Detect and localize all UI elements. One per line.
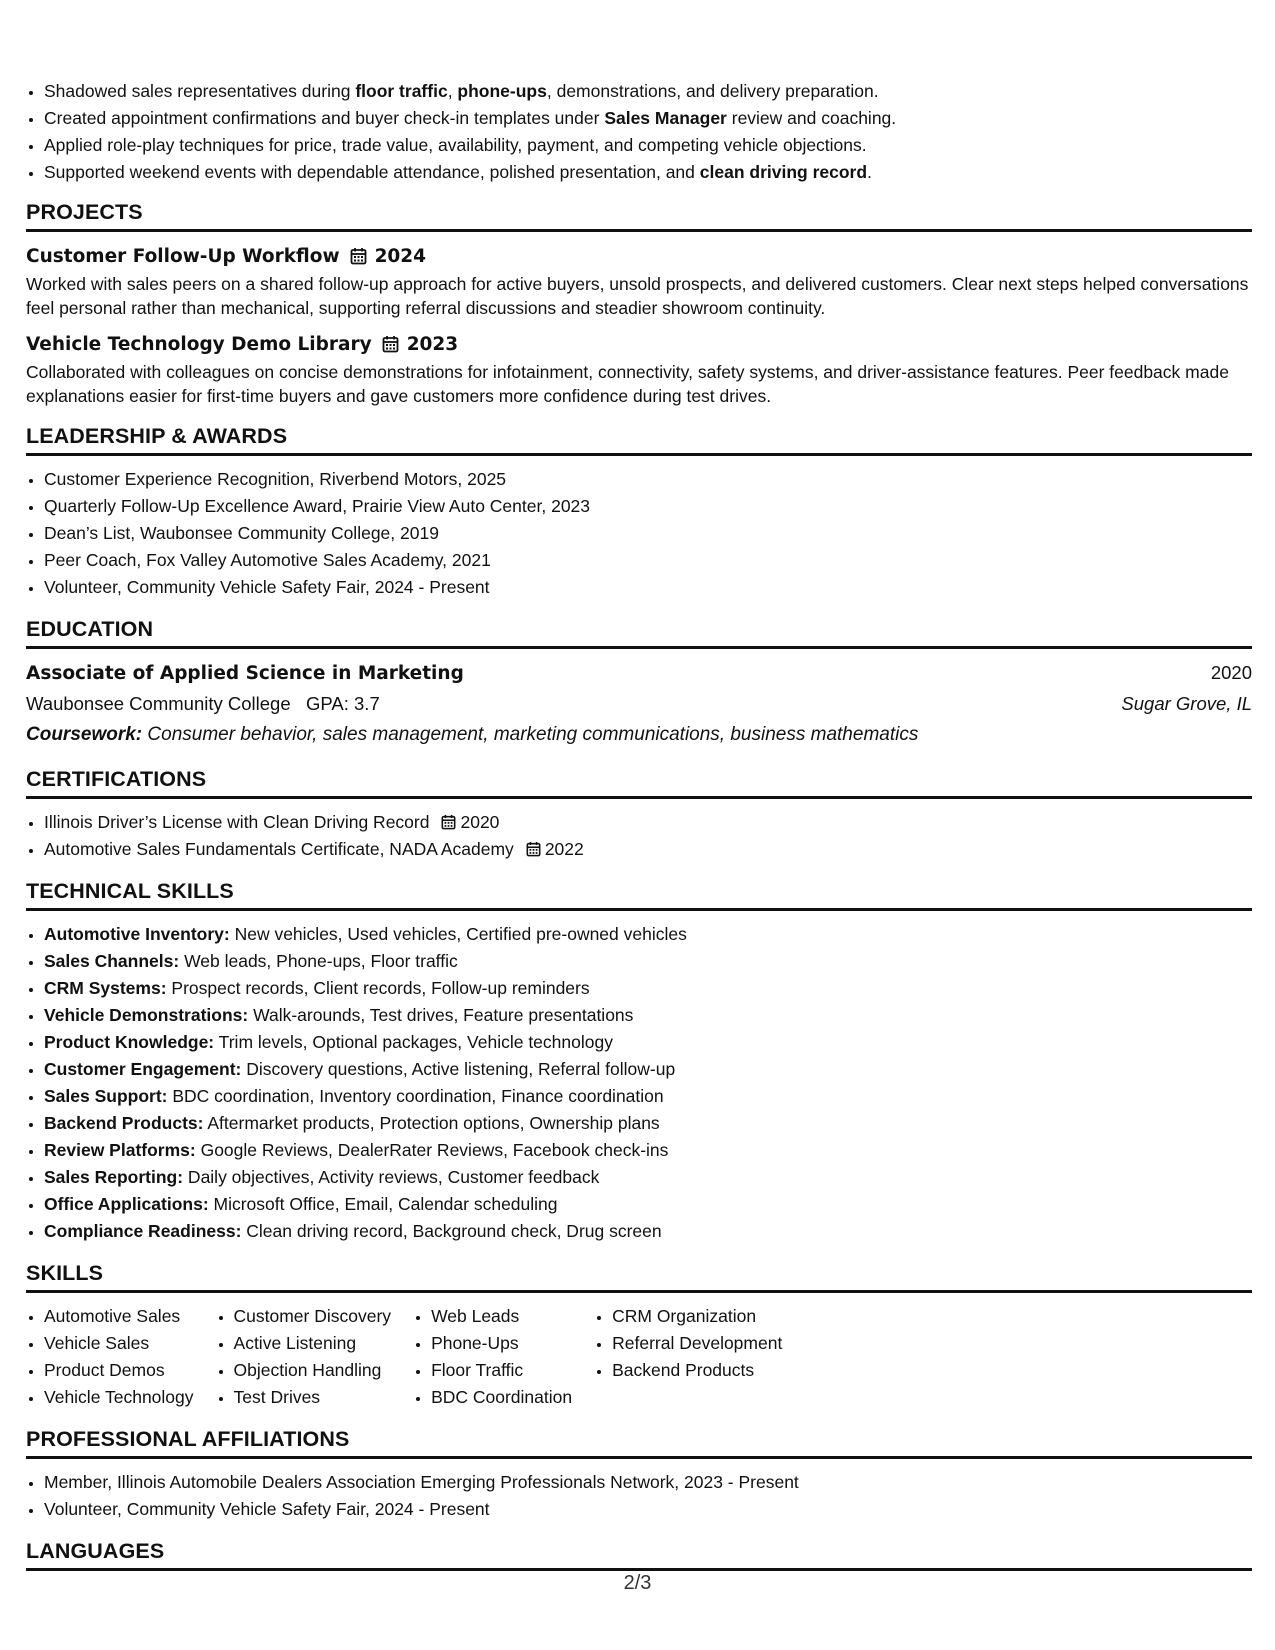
- project-description: Collaborated with colleagues on concise demonstrations for infotainment, connectivity, safety systems, and driver-assistance features. Peer feedback made explanations easier for first-time buyers and gave customers more confidence during test drives.: [26, 362, 1229, 406]
- list-item: • Web Leads: [431, 1303, 572, 1330]
- leadership-section: [26, 424, 1252, 601]
- experience-bullet: • Created appointment confirmations and buyer check-in templates under Sales Manager review and coaching.: [44, 105, 1252, 132]
- list-item: • CRM Organization: [612, 1303, 782, 1330]
- list-item: • Peer Coach, Fox Valley Automotive Sales Academy, 2021: [44, 547, 1252, 574]
- project-description: Worked with sales peers on a shared follow-up approach for active buyers, unsold prospects, and delivered customers. Clear next steps helped conversations feel personal rather than mechanical, supporting referral discussions and steadier showroom continuity.: [26, 274, 1249, 318]
- skills-section: [26, 1261, 1252, 1411]
- section-title-languages: LANGUAGES: [26, 1539, 1252, 1571]
- school-line: [26, 689, 380, 719]
- list-item: • Dean’s List, Waubonsee Community College, 2019: [44, 520, 1252, 547]
- section-title-skills: SKILLS: [26, 1261, 1252, 1293]
- certifications-list: [26, 809, 1252, 863]
- list-item: • Vehicle Technology: [44, 1384, 194, 1411]
- list-item: • Floor Traffic: [431, 1357, 572, 1384]
- calendar-icon: [526, 841, 541, 857]
- list-item: • Vehicle Demonstrations: Walk-arounds, Test drives, Feature presentations: [44, 1002, 1252, 1029]
- list-item: • Vehicle Sales: [44, 1330, 194, 1357]
- list-item: • CRM Systems: Prospect records, Client records, Follow-up reminders: [44, 975, 1252, 1002]
- list-item: • Sales Support: BDC coordination, Inventory coordination, Finance coordination: [44, 1083, 1252, 1110]
- list-item: • Sales Channels: Web leads, Phone-ups, Floor traffic: [44, 948, 1252, 975]
- education-degree-row: [26, 659, 1252, 689]
- education-section: [26, 617, 1252, 751]
- cert-year: 2022: [544, 839, 584, 859]
- skills-grid: [26, 1303, 1252, 1411]
- degree-name: Associate of Applied Science in Marketing: [26, 663, 464, 684]
- technical-skills-list: [26, 921, 1252, 1245]
- skills-column: [413, 1303, 572, 1411]
- affiliations-section: [26, 1427, 1252, 1523]
- list-item: • Product Knowledge: Trim levels, Optional packages, Vehicle technology: [44, 1029, 1252, 1056]
- school-location: Sugar Grove, IL: [1121, 693, 1252, 714]
- list-item: • Customer Experience Recognition, Riverbend Motors, 2025: [44, 466, 1252, 493]
- project-year: 2024: [374, 245, 427, 267]
- cert-name: Automotive Sales Fundamentals Certificate, NADA Academy: [44, 839, 514, 859]
- list-item: [44, 809, 1252, 836]
- coursework-list: Consumer behavior, sales management, marketing communications, business mathematics: [147, 724, 919, 745]
- degree-year: 2020: [1210, 662, 1252, 683]
- page-number: 2/3: [623, 1572, 652, 1594]
- calendar-icon: [441, 814, 456, 830]
- calendar-icon: [382, 335, 399, 353]
- list-item: • Member, Illinois Automobile Dealers Association Emerging Professionals Network, 2023 - Present: [44, 1469, 1252, 1496]
- list-item: • Test Drives: [234, 1384, 392, 1411]
- section-title-education: EDUCATION: [26, 617, 1252, 649]
- gpa: GPA: 3.7: [306, 693, 380, 714]
- experience-bullet: • Supported weekend events with dependable attendance, polished presentation, and clean driving record.: [44, 159, 1252, 186]
- cert-year: 2020: [460, 812, 500, 832]
- section-title-affiliations: PROFESSIONAL AFFILIATIONS: [26, 1427, 1252, 1459]
- list-item: • Compliance Readiness: Clean driving record, Background check, Drug screen: [44, 1218, 1252, 1245]
- education-school-row: [26, 689, 1252, 719]
- list-item: • Automotive Inventory: New vehicles, Used vehicles, Certified pre-owned vehicles: [44, 921, 1252, 948]
- list-item: • Customer Discovery: [234, 1303, 392, 1330]
- certifications-section: [26, 767, 1252, 863]
- list-item: [44, 836, 1252, 863]
- skills-column: [594, 1303, 782, 1411]
- resume-page: [26, 78, 1252, 1571]
- list-item: • Office Applications: Microsoft Office, Email, Calendar scheduling: [44, 1191, 1252, 1218]
- list-item: • Backend Products: [612, 1357, 782, 1384]
- list-item: • Product Demos: [44, 1357, 194, 1384]
- skills-column: [26, 1303, 194, 1411]
- list-item: • Backend Products: Aftermarket products, Protection options, Ownership plans: [44, 1110, 1252, 1137]
- coursework: [26, 719, 1252, 751]
- project-name: Vehicle Technology Demo Library: [26, 333, 372, 355]
- experience-bullet: • Applied role-play techniques for price, trade value, availability, payment, and competing vehicle objections.: [44, 132, 1252, 159]
- project-header: [26, 330, 1252, 358]
- list-item: • Objection Handling: [234, 1357, 392, 1384]
- list-item: • Volunteer, Community Vehicle Safety Fair, 2024 - Present: [44, 1496, 1252, 1523]
- list-item: • BDC Coordination: [431, 1384, 572, 1411]
- list-item: • Volunteer, Community Vehicle Safety Fair, 2024 - Present: [44, 574, 1252, 601]
- list-item: • Quarterly Follow-Up Excellence Award, Prairie View Auto Center, 2023: [44, 493, 1252, 520]
- project-header: [26, 242, 1252, 270]
- coursework-label: Coursework:: [26, 724, 143, 745]
- list-item: • Review Platforms: Google Reviews, DealerRater Reviews, Facebook check-ins: [44, 1137, 1252, 1164]
- calendar-icon: [350, 247, 367, 265]
- skills-column: [216, 1303, 392, 1411]
- experience-bullet: • Shadowed sales representatives during floor traffic, phone-ups, demonstrations, and delivery preparation.: [44, 78, 1252, 105]
- project-item: [26, 330, 1252, 408]
- list-item: • Automotive Sales: [44, 1303, 194, 1330]
- list-item: • Active Listening: [234, 1330, 392, 1357]
- project-item: [26, 242, 1252, 320]
- cert-name: Illinois Driver’s License with Clean Driving Record: [44, 812, 430, 832]
- project-year: 2023: [406, 333, 459, 355]
- list-item: • Referral Development: [612, 1330, 782, 1357]
- projects-section: [26, 200, 1252, 408]
- affiliations-list: [26, 1469, 1252, 1523]
- section-title-certifications: CERTIFICATIONS: [26, 767, 1252, 799]
- list-item: • Phone-Ups: [431, 1330, 572, 1357]
- leadership-list: [26, 466, 1252, 601]
- languages-section: [26, 1539, 1252, 1571]
- experience-bullets: [26, 78, 1252, 186]
- section-title-leadership: LEADERSHIP & AWARDS: [26, 424, 1252, 456]
- list-item: • Sales Reporting: Daily objectives, Activity reviews, Customer feedback: [44, 1164, 1252, 1191]
- list-item: • Customer Engagement: Discovery questions, Active listening, Referral follow-up: [44, 1056, 1252, 1083]
- technical-skills-section: [26, 879, 1252, 1245]
- school-name: Waubonsee Community College: [26, 693, 291, 714]
- project-name: Customer Follow-Up Workflow: [26, 245, 340, 267]
- section-title-projects: PROJECTS: [26, 200, 1252, 232]
- section-title-technical-skills: TECHNICAL SKILLS: [26, 879, 1252, 911]
